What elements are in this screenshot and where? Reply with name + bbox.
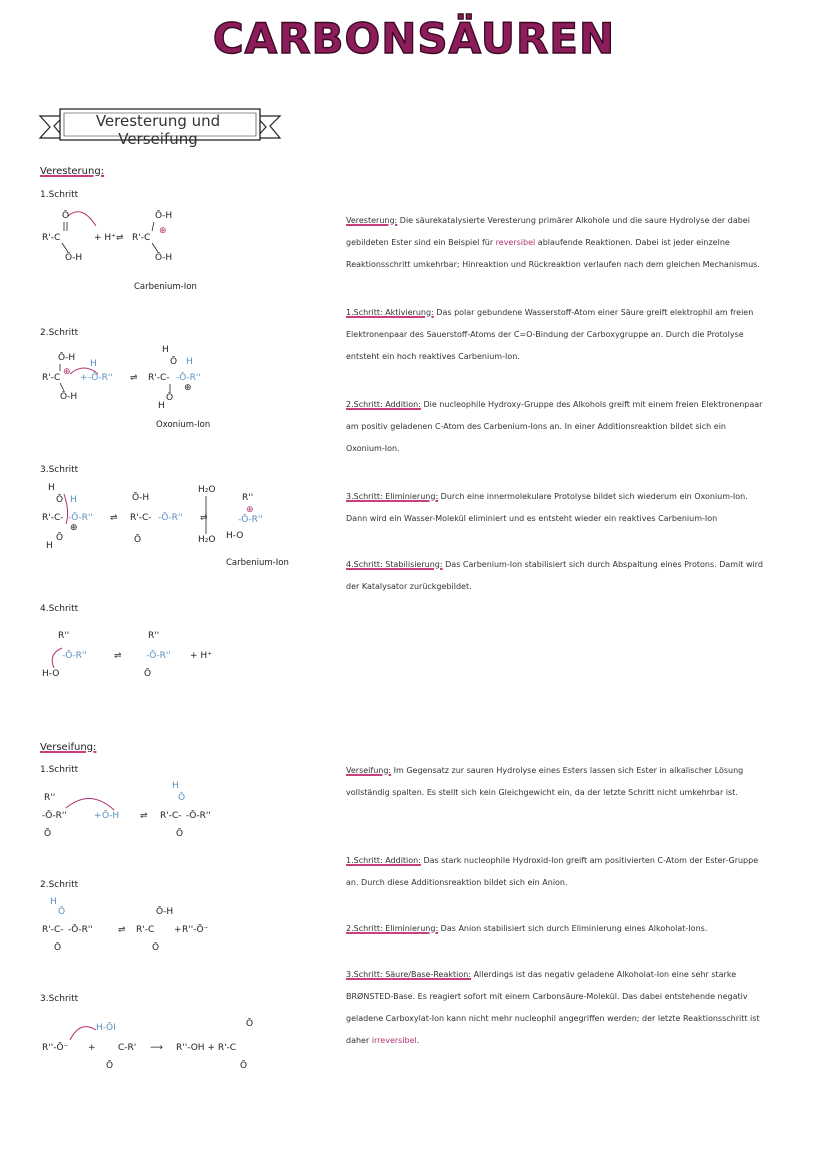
svg-text:Ō-H: Ō-H <box>155 253 173 263</box>
svg-text:⊕: ⊕ <box>63 367 71 377</box>
svg-text:⊕: ⊕ <box>159 226 167 236</box>
svg-text:R'-C: R'-C <box>42 373 61 383</box>
svg-text:H: H <box>172 781 179 791</box>
svg-text:-Ō-R'': -Ō-R'' <box>186 811 211 821</box>
v-step-3-formula <box>40 482 300 554</box>
veresterung-intro: Veresterung: Die säurekatalysierte Veresterung primärer Alkohole und die saure Hydrolyse der dabei gebildeten Ester sind ein Beispiel für reversibel ablaufende Reaktionen. Dabei ist jeder einzelne Reaktionsschritt umkehrbar; Hinreaktion und Rückreaktion verlaufen nach dem gleichen Mechanismus. <box>346 216 760 269</box>
svg-text:H₂O: H₂O <box>198 485 216 495</box>
svg-text:⊕: ⊕ <box>184 383 192 393</box>
verseifung-step-1-text: 1.Schritt: Addition: Das stark nucleophile Hydroxid-Ion greift am positivierten C-Atom der Ester-Gruppe an. Durch diese Additionsreaktion bildet sich ein Anion. <box>346 856 759 887</box>
v-step-1-formula <box>40 206 210 268</box>
svg-text:-Ō-R'': -Ō-R'' <box>88 373 113 383</box>
svg-text:-Ō-R'': -Ō-R'' <box>62 651 87 661</box>
v-ion-carbenium-1: Carbenium-Ion <box>134 282 197 292</box>
svg-text:-Ō-R'': -Ō-R'' <box>238 515 263 525</box>
svg-text:⇌: ⇌ <box>200 513 208 523</box>
svg-text:R''-Ō⁻: R''-Ō⁻ <box>42 1043 69 1053</box>
svg-text:Ō: Ō <box>166 393 174 403</box>
svg-text:R'': R'' <box>58 631 70 641</box>
svg-text:-Ō-R'': -Ō-R'' <box>146 651 171 661</box>
veresterung-header: Veresterung: <box>40 166 105 177</box>
svg-text:Ō: Ō <box>56 495 64 505</box>
svg-text:Ō-H: Ō-H <box>60 392 78 402</box>
svg-text:Ō-H: Ō-H <box>65 253 83 263</box>
svg-text:Ō: Ō <box>56 533 64 543</box>
veresterung-step-2-text: 2.Schritt: Addition: Die nucleophile Hydroxy-Gruppe des Alkohols greift mit einem freien Elektronenpaar am positiv geladenen C-Atom des Carbenium-Ions an. In einer Additionsreaktion bildet sich ein Oxonium-Ion. <box>346 400 763 453</box>
svg-text:+ H⁺: + H⁺ <box>190 651 212 661</box>
svg-text:R'': R'' <box>242 493 254 503</box>
svg-text:R'-C-: R'-C- <box>130 513 152 523</box>
svg-text:⇌: ⇌ <box>118 925 126 935</box>
svg-text:Ō: Ō <box>106 1061 114 1071</box>
svg-text:Ō: Ō <box>54 943 62 953</box>
svg-text:-Ō-R'': -Ō-R'' <box>158 513 183 523</box>
svg-text:H: H <box>186 357 193 367</box>
svg-text:H: H <box>50 897 57 907</box>
svg-text:H₂O: H₂O <box>198 535 216 545</box>
svg-text:R'-C: R'-C <box>132 233 151 243</box>
v-step-1-label: 1.Schritt <box>40 190 79 200</box>
svg-text:Ō-H: Ō-H <box>58 353 76 363</box>
s-step-2-label: 2.Schritt <box>40 880 79 890</box>
svg-text:Ō: Ō <box>58 907 66 917</box>
verseifung-step-3-text: 3.Schritt: Säure/Base-Reaktion: Allerdings ist das negativ geladene Alkoholat-Ion eine sehr starke BRØNSTED-Base. Es reagiert sofort mit einem Carbonsäure-Molekül. Das dabei entstehende negativ geladene Carboxylat-Ion kann nicht mehr nucleophil angegriffen werden; der letzte Reaktionsschritt ist daher irreversibel. <box>346 970 760 1045</box>
svg-text:⊕: ⊕ <box>70 523 78 533</box>
svg-text:H: H <box>158 401 165 411</box>
svg-text:Ō-H: Ō-H <box>156 907 174 917</box>
v-ion-oxonium: Oxonium-Ion <box>156 420 211 430</box>
svg-text:+: + <box>80 373 88 383</box>
svg-text:-Ō-R'': -Ō-R'' <box>68 925 93 935</box>
svg-text:Ō-H: Ō-H <box>102 811 120 821</box>
banner-label: Veresterung und Verseifung <box>95 112 221 148</box>
page-title: CARBONSÄUREN <box>212 14 616 63</box>
svg-text:-Ō-R'': -Ō-R'' <box>68 513 93 523</box>
s-step-1-label: 1.Schritt <box>40 765 79 775</box>
svg-text:H: H <box>90 359 97 369</box>
v-step-4-label: 4.Schritt <box>40 604 79 614</box>
svg-text:⇌: ⇌ <box>140 811 148 821</box>
svg-text:Ō: Ō <box>152 943 160 953</box>
svg-text:Ō: Ō <box>44 829 52 839</box>
svg-text:H: H <box>162 345 169 355</box>
v-ion-carbenium-2: Carbenium-Ion <box>226 558 289 568</box>
svg-text:R'-C-: R'-C- <box>148 373 170 383</box>
svg-text:-Ō-R'': -Ō-R'' <box>42 811 67 821</box>
svg-text:H: H <box>46 541 53 551</box>
svg-text:Ō: Ō <box>176 829 184 839</box>
svg-text:Ō-H: Ō-H <box>155 211 173 221</box>
svg-text:H: H <box>70 495 77 505</box>
s-step-3-label: 3.Schritt <box>40 994 79 1004</box>
verseifung-intro: Verseifung: Im Gegensatz zur sauren Hydrolyse eines Esters lassen sich Ester in alkalischer Lösung vollständig spalten. Es stellt sich kein Gleichgewicht ein, da der letzte Schritt nicht umkehrbar ist. <box>346 766 744 797</box>
v-step-2-formula <box>40 342 220 412</box>
svg-text:⟶: ⟶ <box>150 1043 163 1053</box>
veresterung-step-1-text: 1.Schritt: Aktivierung: Das polar gebundene Wasserstoff-Atom einer Säure greift elektrophil am freien Elektronenpaar des Sauerstoff-Atoms der C=O-Bindung der Carboxygruppe an. Durch die Protolyse entsteht ein hoch reaktives Carbenium-Ion. <box>346 308 754 361</box>
svg-text:R'-C-: R'-C- <box>42 513 64 523</box>
svg-text:+: + <box>88 1043 96 1053</box>
svg-text:⇌: ⇌ <box>110 513 118 523</box>
svg-text:R'-C: R'-C <box>136 925 155 935</box>
svg-text:C-R': C-R' <box>118 1043 137 1053</box>
veresterung-step-4-text: 4.Schritt: Stabilisierung: Das Carbenium-Ion stabilisiert sich durch Abspaltung eines Protons. Damit wird der Katalysator zurückgebildet. <box>346 560 763 591</box>
svg-text:⇌: ⇌ <box>116 233 124 243</box>
svg-text:Ō: Ō <box>134 535 142 545</box>
svg-text:Ō-H: Ō-H <box>132 493 150 503</box>
svg-text:Ō: Ō <box>62 211 70 221</box>
verseifung-step-2-text: 2.Schritt: Eliminierung: Das Anion stabilisiert sich durch Eliminierung eines Alkoholat-Ions. <box>346 924 708 933</box>
svg-text:R'-C: R'-C <box>42 233 61 243</box>
svg-text:-Ō-R'': -Ō-R'' <box>176 373 201 383</box>
s-step-3-formula <box>40 1012 280 1074</box>
svg-text:Ō: Ō <box>240 1061 248 1071</box>
svg-text:R'-C-: R'-C- <box>42 925 64 935</box>
svg-text:⇌: ⇌ <box>130 373 138 383</box>
verseifung-header: Verseifung: <box>40 742 97 753</box>
svg-text:R''-Ō⁻: R''-Ō⁻ <box>182 925 209 935</box>
v-step-3-label: 3.Schritt <box>40 465 79 475</box>
veresterung-step-3-text: 3.Schritt: Eliminierung: Durch eine innermolekulare Protolyse bildet sich wiederum ein Oxonium-Ion. Dann wird ein Wasser-Molekül eliminiert und es entsteht wieder ein reaktives Carbenium-Ion <box>346 492 748 523</box>
svg-text:⇌: ⇌ <box>114 651 122 661</box>
svg-text:+: + <box>94 811 102 821</box>
svg-text:Ō: Ō <box>144 669 152 679</box>
svg-text:H-O: H-O <box>42 669 60 679</box>
svg-text:H-O: H-O <box>226 531 244 541</box>
svg-text:R'-C-: R'-C- <box>160 811 182 821</box>
svg-text:R''-OH + R'-C: R''-OH + R'-C <box>176 1043 237 1053</box>
svg-text:H: H <box>48 483 55 493</box>
svg-text:Ō: Ō <box>170 357 178 367</box>
svg-text:R'': R'' <box>148 631 160 641</box>
svg-text:+ H⁺: + H⁺ <box>94 233 116 243</box>
v-step-4-formula <box>40 628 240 682</box>
v-step-2-label: 2.Schritt <box>40 328 79 338</box>
svg-text:H-ŌI: H-ŌI <box>96 1023 116 1033</box>
s-step-1-formula <box>40 778 240 844</box>
svg-text:⊕: ⊕ <box>246 505 254 515</box>
svg-text:R'': R'' <box>44 793 56 803</box>
s-step-2-formula <box>40 894 240 956</box>
svg-text:Ō: Ō <box>246 1019 254 1029</box>
svg-text:Ō: Ō <box>178 793 186 803</box>
svg-text:+: + <box>174 925 182 935</box>
